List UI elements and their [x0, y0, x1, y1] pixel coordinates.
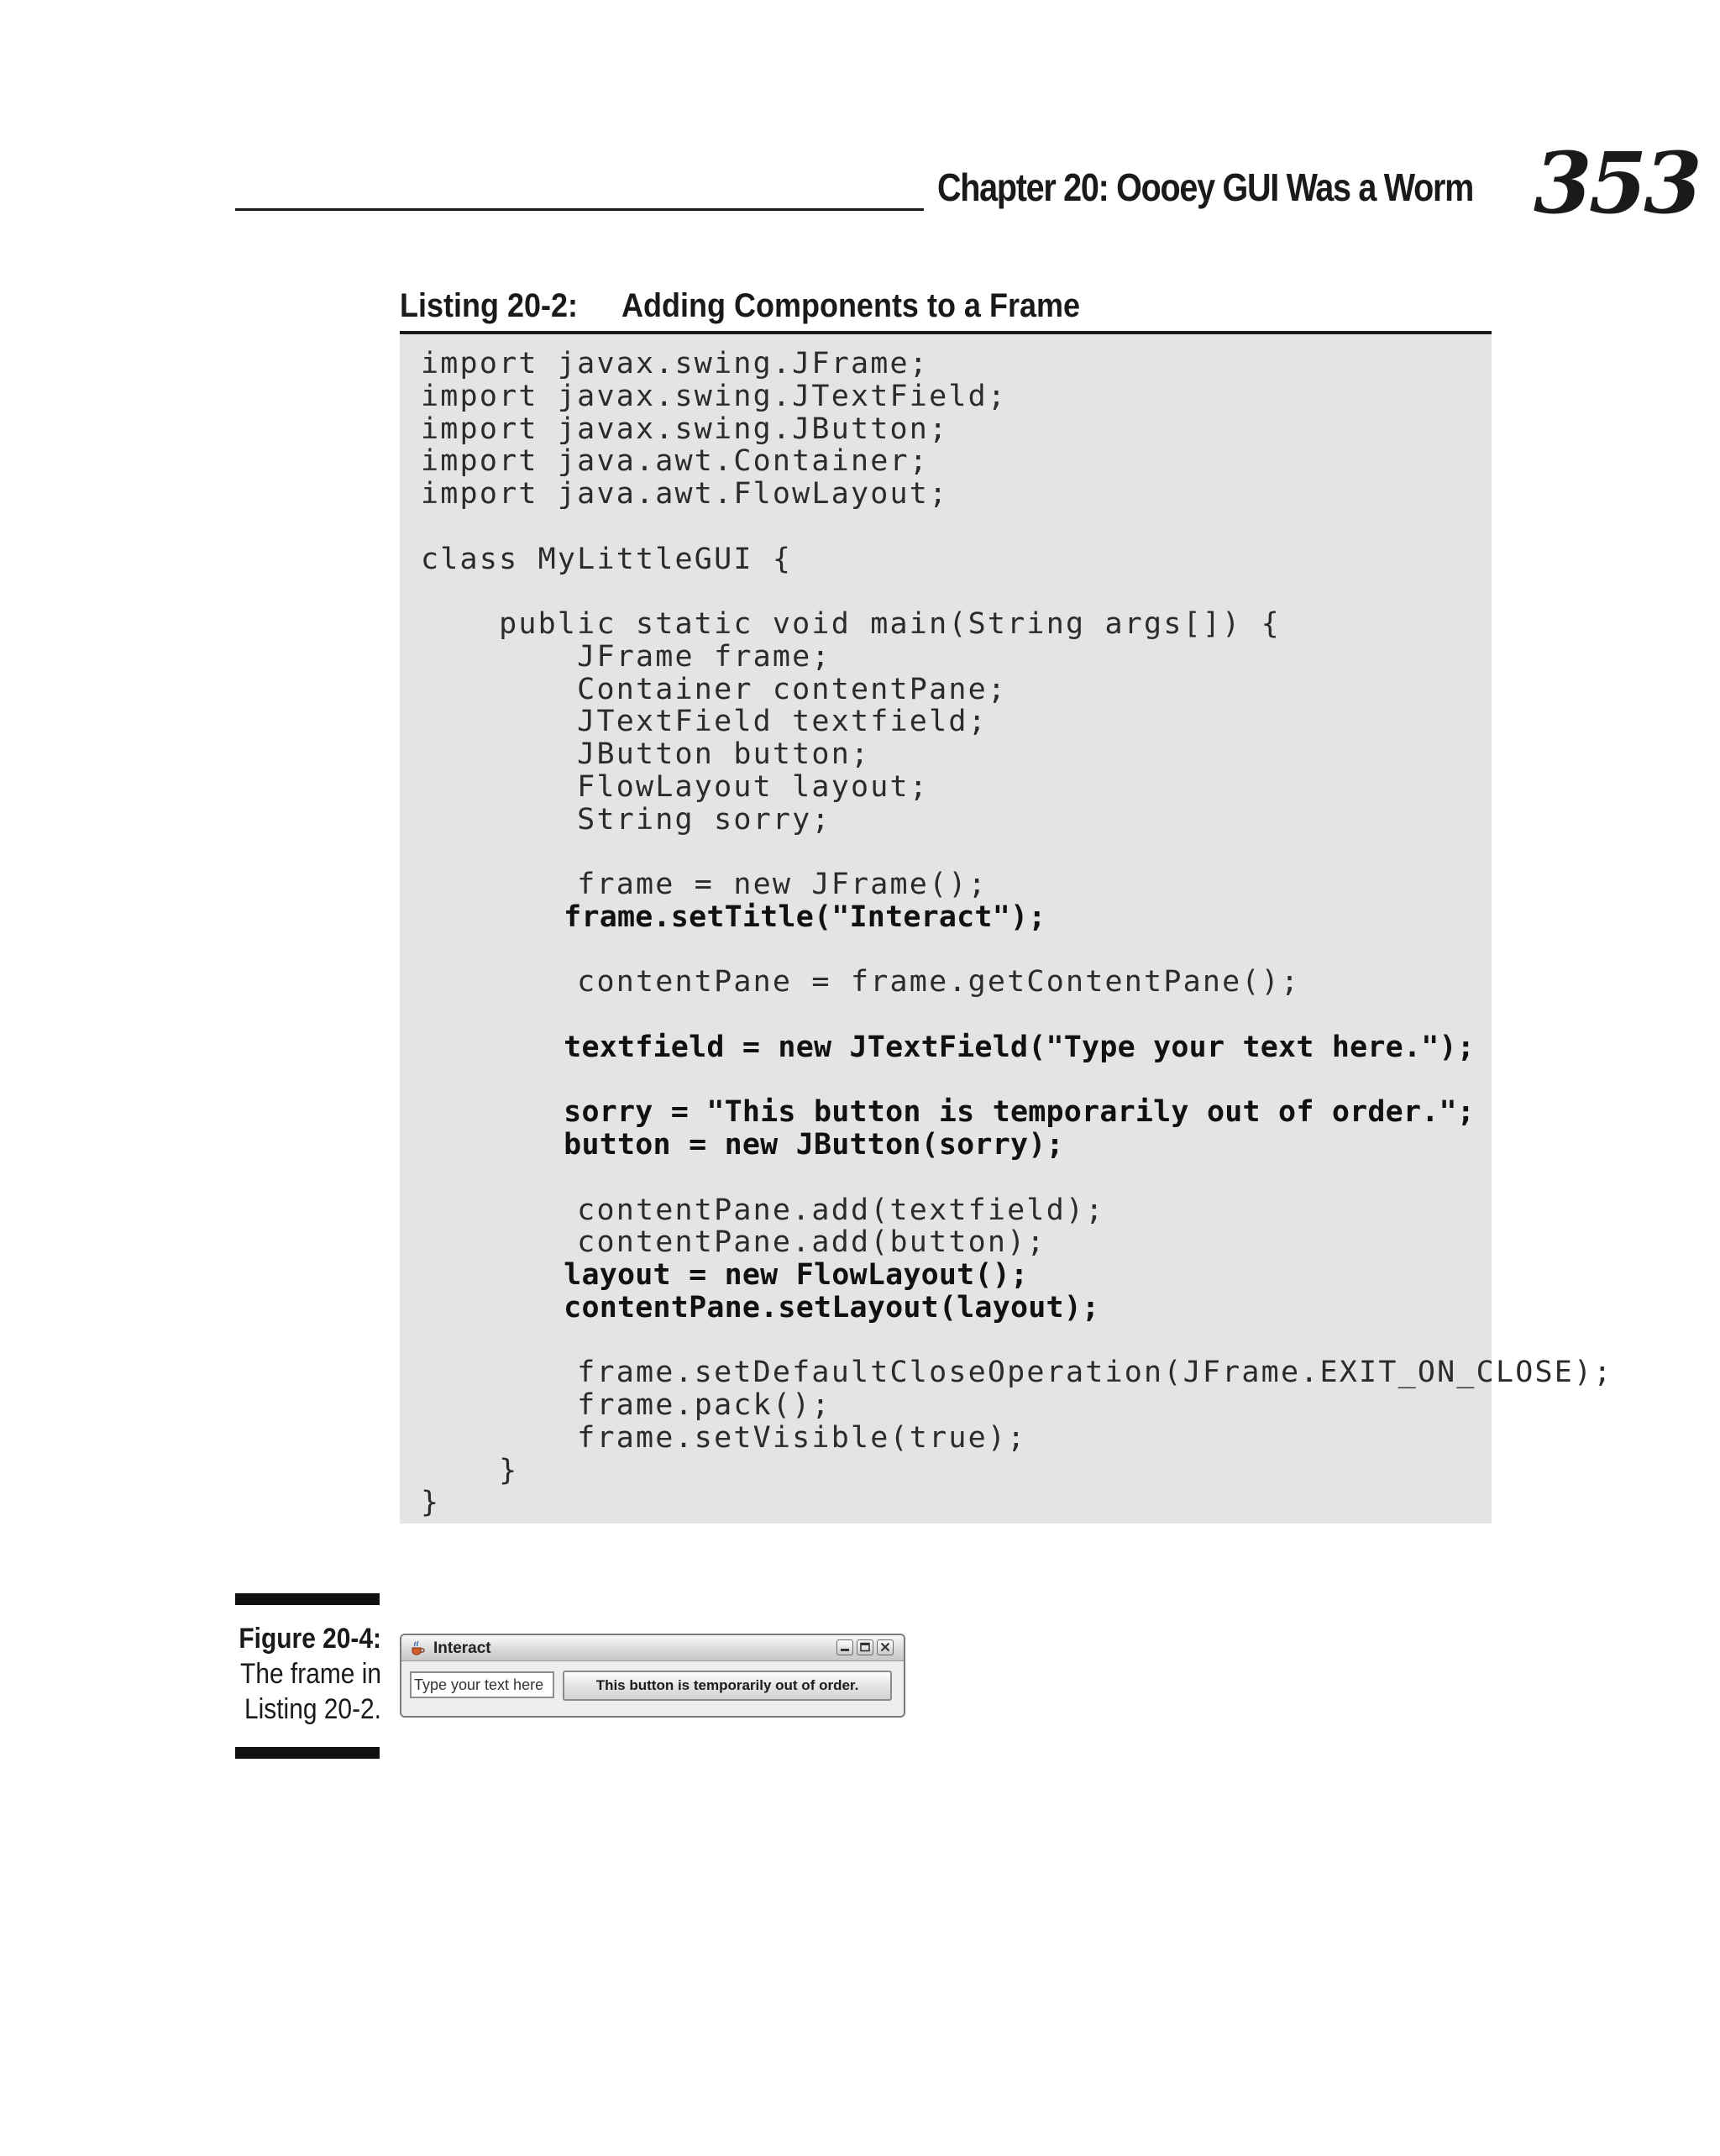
code-line: contentPane.add(button); [421, 1225, 1046, 1260]
code-line: import java.awt.Container; [421, 444, 930, 479]
listing-number: Listing 20-2: [400, 287, 579, 324]
code-line: import javax.swing.JButton; [421, 412, 949, 446]
minimize-button[interactable] [836, 1639, 853, 1655]
figure-rule-top [235, 1593, 380, 1605]
window-title: Interact [433, 1639, 491, 1657]
code-line: frame.pack(); [421, 1388, 831, 1422]
code-line: frame.setDefaultCloseOperation(JFrame.EXIT_ON_CLOSE); [421, 1356, 1613, 1390]
code-line: String sorry; [421, 802, 831, 837]
code-line: Container contentPane; [421, 672, 1008, 706]
figure-caption-line: The frame in [240, 1658, 381, 1690]
minimize-icon [837, 1640, 852, 1655]
code-line: } [421, 1453, 519, 1487]
close-icon [878, 1640, 893, 1655]
figure-label: Figure 20-4: [239, 1623, 381, 1655]
code-line [421, 511, 1613, 543]
code-line: textfield = new JTextField("Type your text here."); [421, 1030, 1476, 1064]
code-line [421, 1064, 1613, 1097]
code-line [421, 999, 1613, 1031]
code-line: JButton button; [421, 737, 871, 771]
code-line [421, 1325, 1613, 1357]
code-lines [421, 348, 1613, 1519]
code-line: class MyLittleGUI { [421, 542, 793, 576]
code-line: } [421, 1486, 441, 1520]
text-field[interactable]: Type your text here [410, 1671, 554, 1698]
code-line [421, 836, 1613, 868]
code-line: layout = new FlowLayout(); [421, 1258, 1029, 1292]
code-line: public static void main(String args[]) { [421, 607, 1281, 641]
figure-rule-bottom [235, 1747, 380, 1759]
page-number: 353 [1534, 134, 1699, 233]
code-line: JTextField textfield; [421, 705, 988, 739]
maximize-icon [857, 1640, 873, 1655]
chapter-title: Chapter 20: Oooey GUI Was a Worm [937, 165, 1473, 209]
code-line [421, 934, 1613, 967]
code-line: import javax.swing.JTextField; [421, 379, 1008, 413]
code-line [421, 1162, 1613, 1194]
figure-caption [202, 1621, 381, 1727]
code-listing [400, 334, 1613, 1524]
code-line: frame = new JFrame(); [421, 868, 988, 901]
java-cup-icon [408, 1639, 427, 1657]
listing-title: Adding Components to a Frame [621, 287, 1081, 324]
code-line: contentPane = frame.getContentPane(); [421, 965, 1301, 999]
code-line: import java.awt.FlowLayout; [421, 477, 949, 511]
window-content-pane [401, 1661, 904, 1716]
code-line: contentPane.setLayout(layout); [421, 1290, 1100, 1325]
maximize-button[interactable] [857, 1639, 873, 1655]
code-line: FlowLayout layout; [421, 769, 930, 804]
header-rule [235, 208, 924, 211]
code-line: button = new JButton(sorry); [421, 1128, 1064, 1162]
interact-window [400, 1634, 905, 1718]
code-line [421, 575, 1613, 608]
code-line: frame.setVisible(true); [421, 1420, 1027, 1455]
listing-caption [400, 286, 1492, 326]
code-line: sorry = "This button is temporarily out of order."; [421, 1095, 1476, 1130]
figure-caption-line: Listing 20-2. [244, 1693, 381, 1725]
code-line: import javax.swing.JFrame; [421, 347, 930, 380]
code-line: frame.setTitle("Interact"); [421, 900, 1046, 934]
out-of-order-button[interactable]: This button is temporarily out of order. [563, 1671, 892, 1701]
code-line: contentPane.add(textfield); [421, 1193, 1105, 1227]
close-button[interactable] [877, 1639, 894, 1655]
window-titlebar[interactable] [401, 1635, 904, 1661]
code-line: JFrame frame; [421, 639, 831, 674]
